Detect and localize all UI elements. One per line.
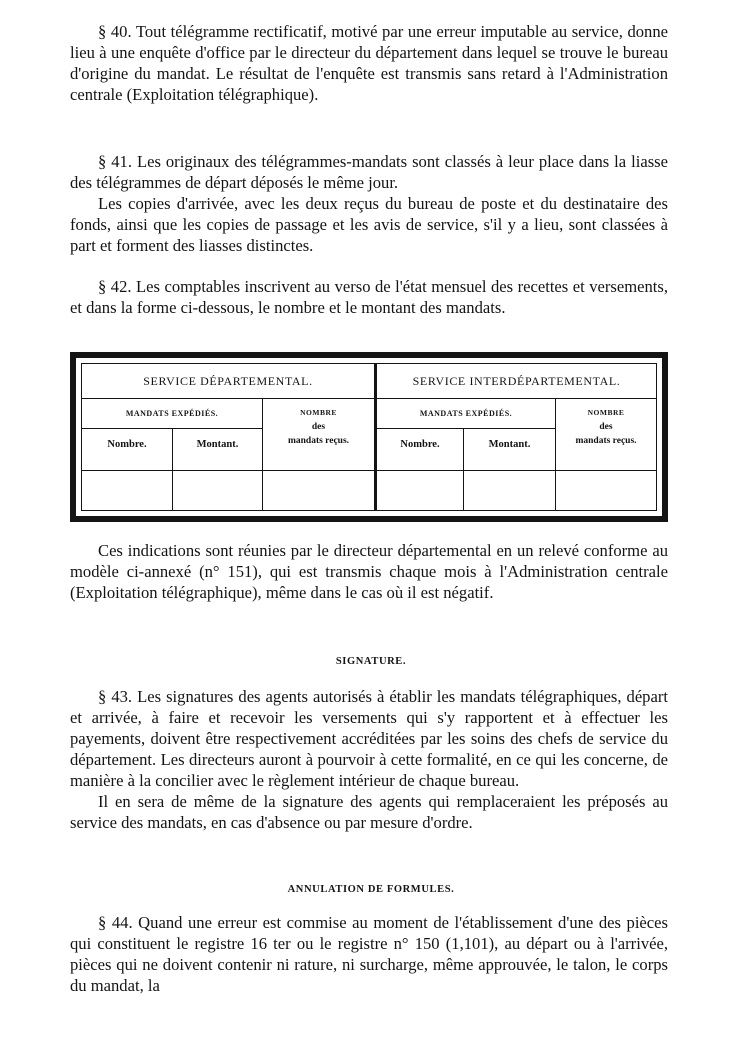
left-nombre-recus <box>263 398 374 510</box>
paragraph-41-text-a: § 41. Les originaux des télégrammes-mandats sont classés à leur place dans la liasse des télégrammes de départ déposés le même jour. <box>70 152 668 192</box>
right-row-divider-2 <box>556 470 656 471</box>
accounting-table <box>70 352 668 522</box>
right-nombre-top: NOMBRE <box>587 408 625 417</box>
paragraph-42-continued <box>70 540 668 603</box>
paragraph-43 <box>70 686 668 833</box>
accounting-table-inner <box>81 363 657 511</box>
right-nombre-recus-header <box>556 406 656 448</box>
paragraph-41-text-b: Les copies d'arrivée, avec les deux reçus du bureau de poste et du destinataire des fonds, ainsi que les copies de passage et les avis de service, s'il y a lieu, sont classées à part et forment des liasses distinctes. <box>70 194 668 255</box>
paragraph-41 <box>70 151 668 256</box>
paragraph-43-text-b: Il en sera de même de la signature des agents qui remplaceraient les préposés au service des mandats, en cas d'absence ou par mesure d'ordre. <box>70 792 668 832</box>
table-right-title: SERVICE INTERDÉPARTEMENTAL. <box>377 364 656 399</box>
right-mandats-expedies <box>377 398 556 510</box>
paragraph-42 <box>70 276 668 318</box>
right-nombre-recus <box>556 398 656 510</box>
left-nombre-recus-label: mandats reçus. <box>287 436 350 446</box>
paragraph-40-text: § 40. Tout télégramme rectificatif, motivé par une erreur imputable au service, donne lieu à une enquête d'office par le directeur du département dans lequel se trouve le bureau d'origine du mandat. Le résultat de l'enquête est transmis sans retard à l'Administration centrale (Exploitation télégraphique). <box>70 22 668 104</box>
left-nombre-recus-header <box>263 406 374 448</box>
right-row-divider <box>377 470 555 471</box>
left-mandats-expedies <box>82 398 263 510</box>
left-mandats-expedies-label: MANDATS EXPÉDIÉS. <box>82 398 262 429</box>
paragraph-40 <box>70 21 668 105</box>
table-right-half <box>377 364 656 510</box>
right-nombre-col <box>377 428 464 510</box>
left-montant-header: Montant. <box>196 439 239 450</box>
right-nombre-recus-label: mandats reçus. <box>575 436 637 446</box>
paragraph-43-text-a: § 43. Les signatures des agents autorisés à établir les mandats télégraphiques, départ et arrivée, à faire et recevoir les versements qui s'y rapportent et à effectuer les payements, doivent être respectivement accréditées par les soins des chefs de service du département. Les directeurs auront à pourvoir à cette formalité, en ce qui les concerne, de manière à la concilier avec le règlement intérieur de chaque bureau. <box>70 687 668 790</box>
right-montant-header: Montant. <box>488 439 531 450</box>
left-nombre-des: des <box>311 422 326 432</box>
right-mandats-expedies-label: MANDATS EXPÉDIÉS. <box>377 398 555 429</box>
left-row-divider-2 <box>263 470 374 471</box>
right-nombre-des: des <box>599 422 613 432</box>
left-nombre-top: NOMBRE <box>300 408 337 417</box>
heading-signature: SIGNATURE. <box>335 656 407 667</box>
left-row-divider <box>82 470 262 471</box>
left-nombre-header: Nombre. <box>107 439 147 450</box>
right-montant-col <box>464 428 555 510</box>
right-nombre-header: Nombre. <box>400 439 440 450</box>
paragraph-44 <box>70 912 668 996</box>
heading-annulation: ANNULATION DE FORMULES. <box>287 884 455 895</box>
left-nombre-col <box>82 428 173 510</box>
table-left-title: SERVICE DÉPARTEMENTAL. <box>82 364 374 399</box>
paragraph-42-text: § 42. Les comptables inscrivent au verso de l'état mensuel des recettes et versements, et dans la forme ci-dessous, le nombre et le montant des mandats. <box>70 277 668 317</box>
paragraph-44-text: § 44. Quand une erreur est commise au moment de l'établissement d'une des pièces qui constituent le registre 16 ter ou le registre n° 150 (1,101), au départ ou à l'arrivée, pièces qui ne doivent contenir ni rature, ni surcharge, même approuvée, le talon, le corps du mandat, la <box>70 913 668 995</box>
paragraph-42b-text: Ces indications sont réunies par le directeur départemental en un relevé conforme au modèle ci-annexé (n° 151), qui est transmis chaque mois à l'Administration centrale (Exploitation télégraphique), même dans le cas où il est négatif. <box>70 541 668 602</box>
table-left-half <box>82 364 377 510</box>
left-montant-col <box>173 428 262 510</box>
